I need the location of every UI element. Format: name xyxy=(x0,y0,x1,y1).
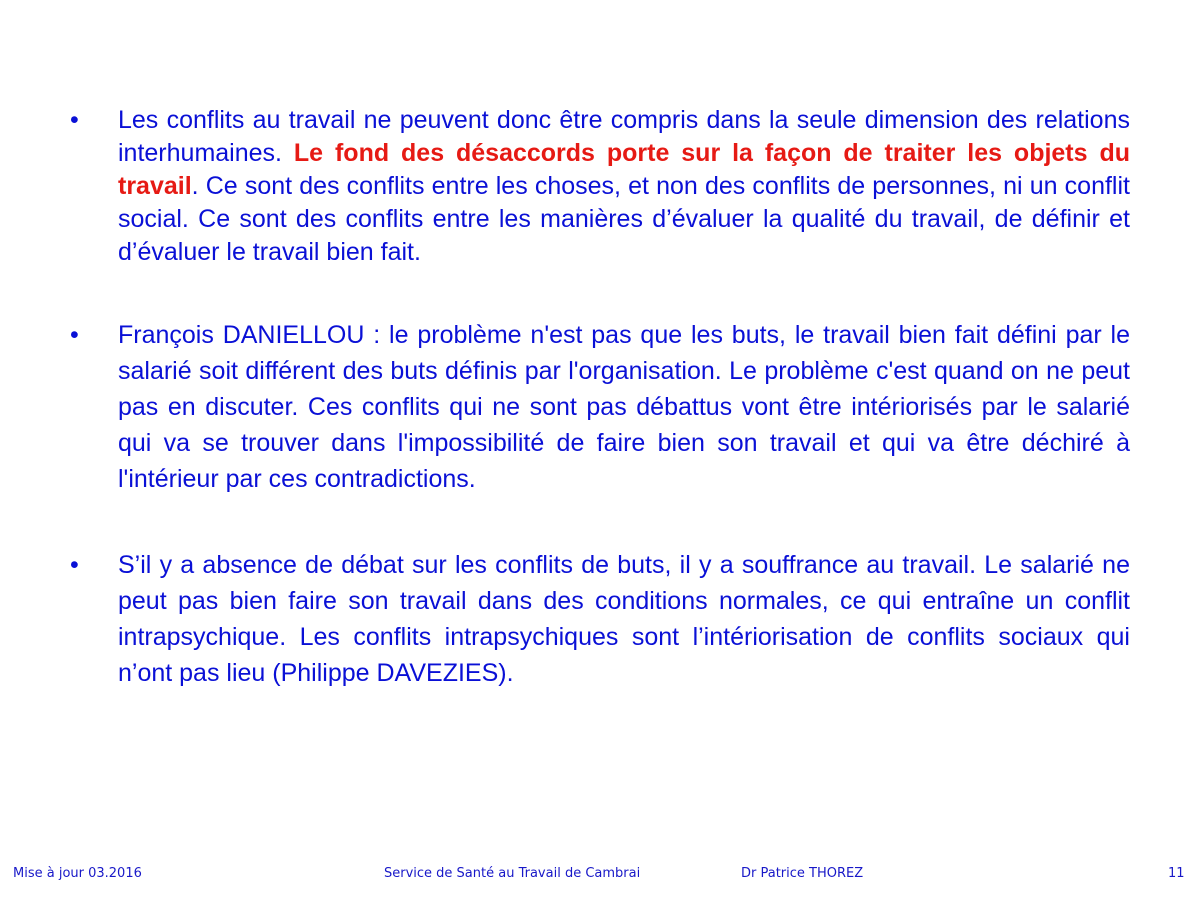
bullet-item-1 xyxy=(70,104,1130,269)
bullet-marker: • xyxy=(70,106,79,134)
footer-author: Dr Patrice THOREZ xyxy=(741,866,864,881)
bullet-marker: • xyxy=(70,321,79,349)
footer-service-name: Service de Santé au Travail de Cambrai xyxy=(384,866,641,881)
bullet-text-start: Les conflits au travail ne peuvent donc être compris dans la seule dimension des relations interhumaines. xyxy=(118,106,1130,167)
bullet-item-3 xyxy=(70,547,1130,691)
bullet-text: S’il y a absence de débat sur les conflits de buts, il y a souffrance au travail. Le salarié ne peut pas bien faire son travail dans des conditions normales, ce qui entraîne un conflit intrapsychique. Les conflits intrapsychiques sont l’intériorisation de conflits sociaux qui n’ont pas lieu (Philippe DAVEZIES). xyxy=(118,551,1130,687)
bullet-text-end: . Ce sont des conflits entre les choses, et non des conflits de personnes, ni un conflit social. Ce sont des conflits entre les manières d’évaluer la qualité du travail, de définir et d’évaluer le travail bien fait. xyxy=(118,172,1130,266)
bullet-marker: • xyxy=(70,551,79,579)
highlighted-text: Le fond des désaccords porte sur la façon de traiter les objets du travail xyxy=(118,139,1130,200)
bullet-text: François DANIELLOU : le problème n'est pas que les buts, le travail bien fait défini par le salarié soit différent des buts définis par l'organisation. Le problème c'est quand on ne peut pas en discuter. Ces conflits qui ne sont pas débattus vont être intériorisés par le salarié qui va se trouver dans l'impossibilité de faire bien son travail et qui va être déchiré à l'intérieur par ces contradictions. xyxy=(118,321,1130,493)
page-number: 11 xyxy=(1168,866,1185,881)
bullet-list xyxy=(70,104,1130,691)
footer-update-date: Mise à jour 03.2016 xyxy=(13,866,142,881)
bullet-item-2 xyxy=(70,317,1130,497)
